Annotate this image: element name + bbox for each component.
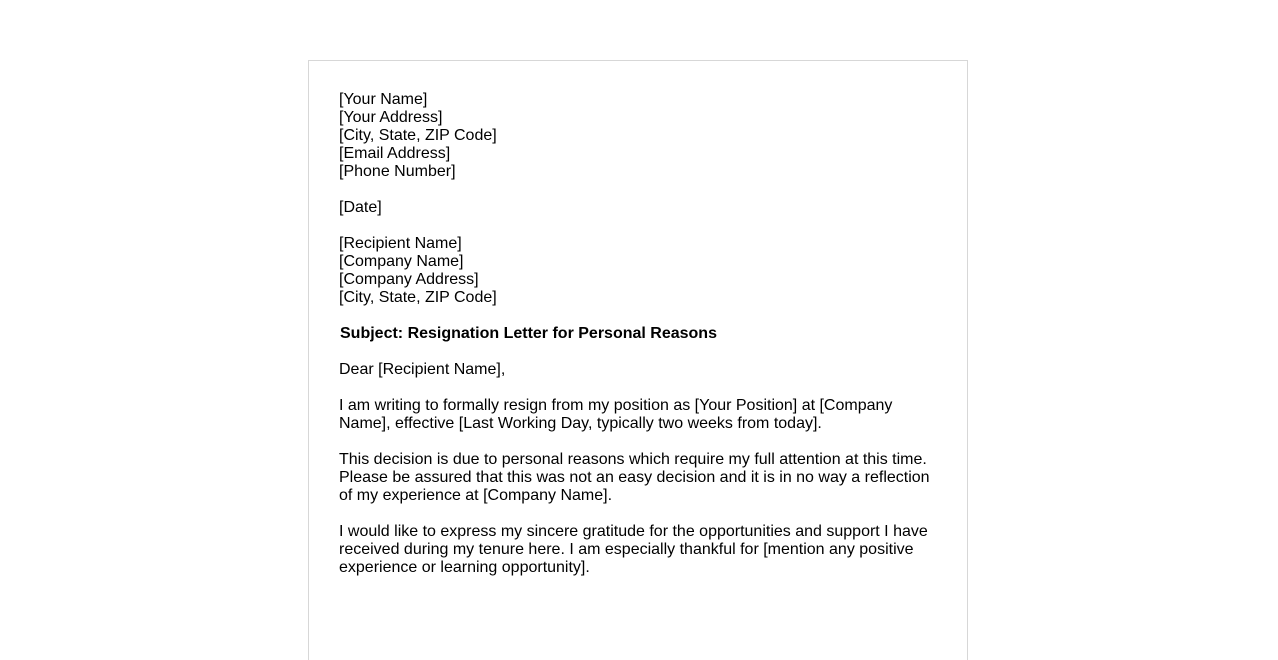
recipient-company-address: [Company Address] xyxy=(339,271,479,288)
sender-email: [Email Address] xyxy=(339,145,451,162)
recipient-company: [Company Name] xyxy=(339,253,464,270)
recipient-city-state-zip: [City, State, ZIP Code] xyxy=(339,289,497,306)
sender-address: [Your Address] xyxy=(339,109,443,126)
body-paragraph-2: This decision is due to personal reasons which require my full attention at this time. Please be assured that this was not an easy decision and it is in no way a reflection of my experience at [Company Name]. xyxy=(339,451,930,504)
letter-subject: Subject: Resignation Letter for Personal Reasons xyxy=(340,325,717,342)
recipient-name: [Recipient Name] xyxy=(339,235,462,252)
letter-salutation: Dear [Recipient Name], xyxy=(339,361,506,378)
sender-city-state-zip: [City, State, ZIP Code] xyxy=(339,127,497,144)
letter-date: [Date] xyxy=(339,199,382,216)
body-paragraph-3: I would like to express my sincere gratitude for the opportunities and support I have received during my tenure here. I am especially thankful for [mention any positive experience or learning opportunity]. xyxy=(339,523,928,576)
recipient-block xyxy=(339,235,939,307)
sender-block xyxy=(339,91,939,181)
body-paragraph-1: I am writing to formally resign from my position as [Your Position] at [Company Name], effective [Last Working Day, typically two weeks from today]. xyxy=(339,397,893,432)
letter-page xyxy=(308,60,968,660)
letter-content xyxy=(339,91,939,595)
date-block xyxy=(339,199,939,217)
sender-name: [Your Name] xyxy=(339,91,428,108)
sender-phone: [Phone Number] xyxy=(339,163,456,180)
